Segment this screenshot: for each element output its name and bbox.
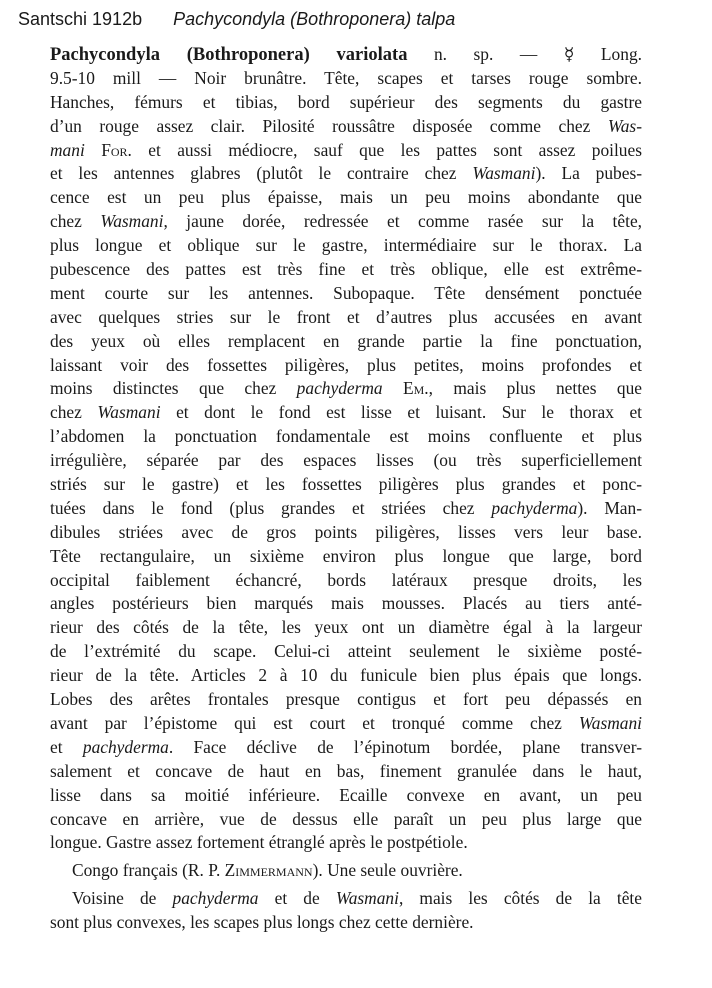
text-run: Congo français (R. P. [72,860,225,881]
text-line [50,377,642,401]
text-line [50,162,642,186]
text-line [50,688,642,712]
text-line [50,91,642,115]
locality-paragraph [50,859,642,883]
text-line [50,330,642,354]
text-run: sont plus convexes, les scapes plus longs chez cette dernière. [50,912,474,933]
text-run: d’un rouge assez clair. Pilosité roussâtre disposée comme chez [50,115,608,136]
text-line [50,425,642,449]
text-run: Lobes des arêtes frontales presque contigus et fort peu dépassés en [50,689,642,710]
text-line [50,712,642,736]
text-line [50,306,642,330]
text-run: l’abdomen la ponctuation fondamentale est moins confluente et plus [50,426,642,447]
text-line [50,887,642,911]
text-run: pubescence des pattes est très fine et très oblique, elle est extrême- [50,259,642,280]
text-run: 9.5-10 mill — Noir brunâtre. Tête, scapes et tarses rouge sombre. [50,67,642,88]
text-line [50,911,642,935]
text-run: Wasmani [472,163,536,184]
text-run: avec quelques stries sur le front et d’autres plus accusées en avant [50,306,642,327]
text-run: des yeux où elles remplacent en grande partie la fine ponctuation, [50,330,642,351]
text-run: ment courte sur les antennes. Subopaque. Tête densément ponctuée [50,282,642,303]
text-run: Tête rectangulaire, un sixième environ plus longue que large, bord [50,545,642,566]
page-header [18,8,455,30]
text-run: Hanches, fémurs et tibias, bord supérieur des segments du gastre [50,91,642,112]
text-run [383,378,403,398]
header-taxon-title: Pachycondyla (Bothroponera) talpa [173,9,456,29]
text-run: rieur des côtés de la tête, les yeux ont un diamètre égal à la largeur [50,617,642,638]
text-run: tuées dans le fond (plus grandes et striées chez [50,497,492,518]
text-run: chez [50,211,101,232]
text-line [50,808,642,832]
text-run: lisse dans sa moitié inférieure. Ecaille convexe en avant, un peu [50,784,642,805]
text-line [50,760,642,784]
text-run: salement et concave de haut en bas, finement granulée dans le haut, [50,760,642,781]
text-run: Wasmani [100,211,164,232]
text-run: , mais plus nettes que [428,378,643,399]
text-run: Wasmani [335,888,399,909]
text-run: ). La pubes- [535,163,642,184]
text-run: avant par l’épistome qui est court et tronqué comme chez [50,712,579,733]
text-run: Wasmani [578,712,642,733]
text-run: plus longue et oblique sur le gastre, intermédiaire sur le thorax. La [50,235,642,256]
text-line [50,115,642,139]
text-line [50,592,642,616]
species-description-text [50,43,642,935]
text-line [50,401,642,425]
text-run: dibules striées avec de gros points piligères, lisses vers leur base. [50,521,642,542]
text-run: angles postérieurs bien marqués mais mousses. Placés au tiers anté- [50,593,642,614]
description-paragraph [50,43,642,855]
text-run: moins distinctes que chez [50,378,297,399]
text-line [50,449,642,473]
header-citation: Santschi 1912b [18,9,143,29]
text-line [50,282,642,306]
text-line [50,831,642,855]
text-run: irrégulière, séparée par des espaces lisses (ou très superficiellement [50,450,642,471]
text-run: chez [50,402,98,423]
text-run: concave en arrière, vue de dessus elle paraît un peu plus large que [50,808,642,829]
text-run: mani [50,139,85,160]
text-line [50,210,642,234]
text-line [50,234,642,258]
text-line [50,784,642,808]
text-line [50,354,642,378]
text-run: pachyderma [491,497,578,518]
text-run: Em. [403,378,429,399]
text-run: laissant voir des fossettes piligères, plus petites, moins profondes et [50,354,642,375]
text-line [50,43,642,67]
text-run: et les antennes glabres (plutôt le contraire chez [50,163,473,184]
text-run: . Face déclive de l’épinotum bordée, plane transver- [168,736,642,757]
text-run: striés sur le gastre) et les fossettes piligères plus grandes et ponc- [50,474,642,495]
text-line [50,497,642,521]
text-run: Zimmermann [224,860,313,881]
text-run: et [50,736,83,757]
comparison-paragraph [50,887,642,935]
text-run: n. sp. — ☿ Long. [407,44,642,64]
text-line [50,473,642,497]
text-run: Voisine de [72,888,173,909]
text-run: pachyderma [296,378,383,399]
text-run: occipital faiblement échancré, bords latéraux presque droits, les [50,569,642,590]
text-line [50,569,642,593]
text-run: Wasmani [97,402,161,423]
text-run: For. [101,139,132,160]
text-run: et aussi médiocre, sauf que les pattes sont assez poilues [131,139,642,160]
text-line [50,258,642,282]
text-run: cence est un peu plus épaisse, mais un peu moins abondante que [50,187,642,208]
text-run: ). Une seule ouvrière. [312,860,463,881]
text-line [50,186,642,210]
text-run: pachyderma [172,888,259,909]
text-line [50,664,642,688]
text-run: , mais les côtés de la tête [398,888,642,909]
text-run: et dont le fond est lisse et luisant. Sur le thorax et [160,402,642,423]
text-run: , jaune dorée, redressée et comme rasée sur la tête, [163,211,643,232]
text-run: longue. Gastre assez fortement étranglé après le postpétiole. [50,832,468,853]
species-name: Pachycondyla (Bothroponera) variolata [50,45,408,65]
text-run: et de [258,888,336,909]
text-line [50,545,642,569]
text-run: ). Man- [577,497,642,518]
text-run: Was- [607,115,642,136]
text-run: rieur de la tête. Articles 2 à 10 du funicule bien plus épais que longs. [50,665,642,686]
text-line [50,640,642,664]
text-line [50,139,642,163]
text-run: pachyderma [82,736,169,757]
text-line [50,616,642,640]
text-line [50,736,642,760]
text-run [85,140,101,160]
text-line [50,859,642,883]
text-line [50,521,642,545]
text-line [50,67,642,91]
text-run: de l’extrémité du scape. Celui-ci atteint seulement le sixième posté- [50,641,642,662]
